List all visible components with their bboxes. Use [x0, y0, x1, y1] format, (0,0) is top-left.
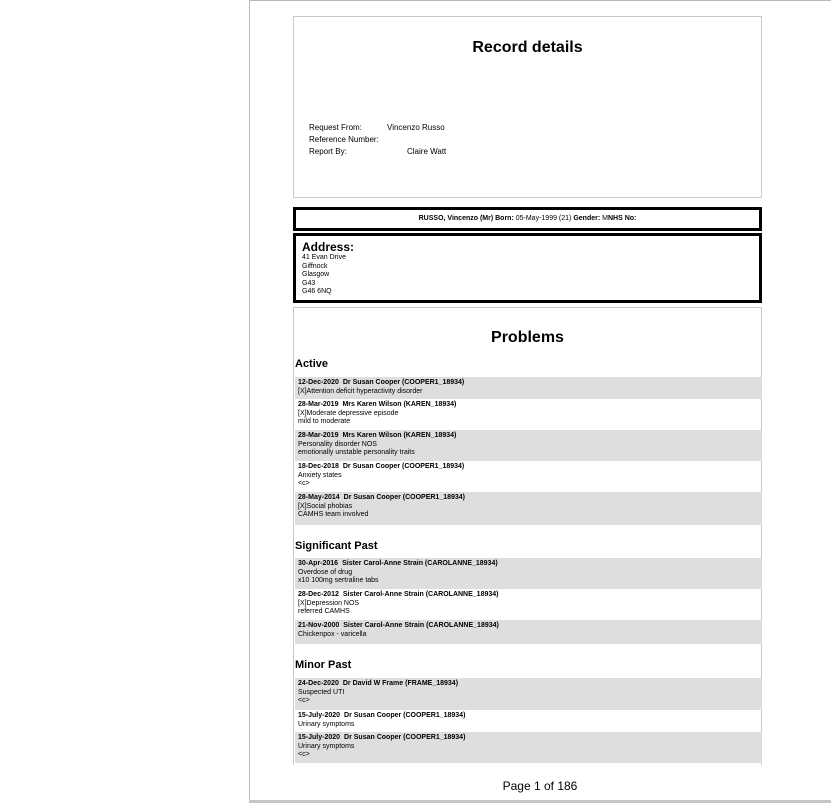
problem-entry [295, 558, 762, 589]
address-line: 41 Evan Drive [302, 254, 346, 261]
active-section-title: Active [295, 358, 329, 370]
problem-entry [295, 461, 762, 492]
address-title: Address: [302, 240, 355, 254]
patient-gender: M [602, 215, 608, 222]
significant-section-title: Significant Past [295, 540, 378, 552]
entry-clinician: Dr Susan Cooper (COOPER1_18934) [342, 463, 465, 470]
address-line: G46 6NQ [302, 288, 332, 296]
entry-date: 28-Dec-2012 [298, 591, 339, 598]
address-line: G43 [302, 279, 316, 287]
entry-clinician: Sister Carol-Anne Strain (CAROLANNE_18934) [342, 560, 498, 567]
problem-entry [295, 620, 762, 644]
entry-problem: Personality disorder NOS [298, 440, 377, 448]
entry-comment: CAMHS team involved [298, 511, 369, 518]
entry-date: 18-Dec-2018 [298, 463, 339, 470]
entry-clinician: Sister Carol-Anne Strain (CAROLANNE_18934) [343, 622, 499, 629]
entry-comment: <c> [298, 480, 310, 487]
patient-born: 05-May-1999 (21) [515, 215, 572, 222]
problem-entry [295, 710, 762, 732]
entry-clinician: Mrs Karen Wilson (KAREN_18934) [342, 401, 457, 408]
problem-entry [295, 492, 762, 525]
record-title: Record details [472, 39, 583, 56]
problem-entry [295, 678, 762, 710]
entry-comment: referred CAMHS [298, 608, 350, 615]
problem-entry [295, 732, 762, 763]
entry-date: 12-Dec-2020 [298, 379, 339, 386]
address-line: Giffnock [302, 262, 328, 270]
entry-comment: emotionally unstable personality traits [298, 449, 415, 456]
patient-banner [293, 207, 762, 231]
problems-title: Problems [491, 329, 564, 346]
patient-name: RUSSO, Vincenzo (Mr) Born: [418, 215, 514, 222]
entry-clinician: Mrs Karen Wilson (KAREN_18934) [342, 432, 457, 439]
entry-clinician: Dr Susan Cooper (COOPER1_18934) [344, 712, 466, 719]
entry-comment: <c> [298, 697, 310, 704]
entry-comment: mild to moderate [298, 418, 351, 425]
entry-problem: Overdose of drug [298, 568, 353, 576]
entry-date: 28-May-2014 [298, 494, 340, 501]
entry-problem: Chickenpox - varicella [298, 630, 367, 638]
entry-clinician: Dr Susan Cooper (COOPER1_18934) [342, 379, 465, 386]
entry-date: 24-Dec-2020 [298, 680, 339, 687]
entry-problem: Anxiety states [298, 471, 342, 479]
reference-row [309, 134, 387, 146]
entry-problem: [X]Depression NOS [298, 599, 360, 607]
entry-clinician: Dr David W Frame (FRAME_18934) [342, 680, 459, 687]
entry-date: 15-July-2020 [298, 734, 341, 741]
report-by-label: Report By: [309, 147, 347, 156]
address-line: Glasgow [302, 271, 330, 279]
entry-problem: [X]Social phobias [298, 502, 353, 510]
entry-date: 28-Mar-2019 [298, 401, 339, 408]
report-by-row [309, 146, 446, 158]
nhs-label: NHS No: [607, 215, 637, 222]
entry-problem: [X]Attention deficit hyperactivity disorder [298, 387, 423, 395]
entry-date: 28-Mar-2019 [298, 432, 339, 439]
entry-date: 30-Apr-2016 [298, 560, 339, 567]
problems-panel [293, 307, 762, 765]
problem-entry [295, 430, 762, 461]
entry-problem: Suspected UTI [298, 688, 345, 696]
entry-clinician: Dr Susan Cooper (COOPER1_18934) [343, 494, 466, 501]
problem-entry [295, 377, 762, 399]
request-from-label: Request From: [309, 123, 362, 132]
gender-label: Gender: [573, 215, 601, 222]
entry-problem: Urinary symptoms [298, 742, 355, 750]
problem-entry [295, 589, 762, 620]
entry-clinician: Sister Carol-Anne Strain (CAROLANNE_18934) [342, 591, 499, 598]
request-from-row [309, 122, 445, 134]
request-from-value: Vincenzo Russo [387, 123, 445, 132]
entry-comment: <c> [298, 751, 310, 758]
reference-label: Reference Number: [309, 135, 379, 144]
record-details-panel [293, 16, 762, 198]
minor-section-title: Minor Past [295, 659, 352, 671]
address-box [293, 233, 762, 303]
report-by-value: Claire Watt [407, 147, 447, 156]
entry-problem: [X]Moderate depressive episode [298, 409, 399, 417]
entry-clinician: Dr Susan Cooper (COOPER1_18934) [344, 734, 466, 741]
problem-entry [295, 399, 762, 430]
entry-date: 15-July-2020 [298, 712, 341, 719]
entry-date: 21-Nov-2000 [298, 622, 340, 629]
page-number: Page 1 of 186 [502, 779, 578, 793]
entry-problem: Urinary symptoms [298, 720, 355, 728]
entry-comment: x10 100mg sertraline tabs [298, 577, 379, 584]
